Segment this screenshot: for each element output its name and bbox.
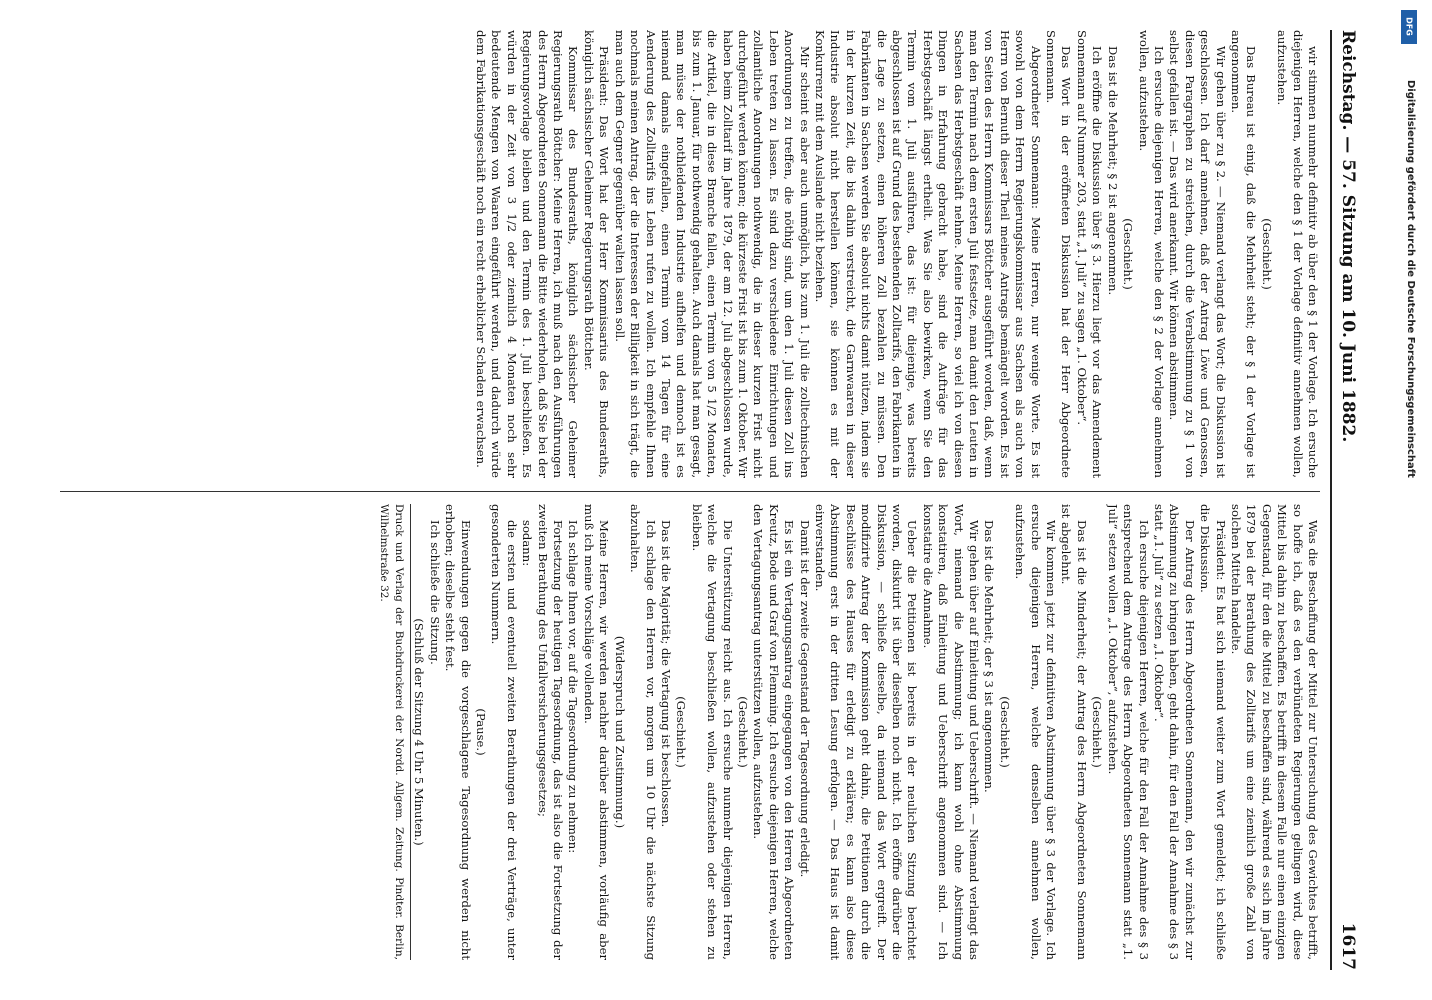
paragraph: Das Bureau ist einig, daß die Mehrheit steht; der § 1 der Vorlage ist angenommen. [1228,30,1259,478]
paragraph: wir stimmen nunmehr definitiv ab über den § 1 der Vorlage. Ich ersuche diejenigen Herren, welche den § 1 der Vorlage definitiv annehmen wollen, aufzustehen. [1275,30,1320,478]
paragraph: Wir kommen jetzt zur definitiven Abstimmung über § 3 der Vorlage. Ich ersuche diejenigen Herren, welche denselben annehmen wollen, aufzustehen. [1013,504,1059,960]
paragraph: Ich eröffne die Diskussion über § 3. Hierzu liegt vor das Amendement Sonnemann auf Nummer 203, statt „1. Juli“ zu sagen „1. Oktober“. [1074,30,1105,478]
paragraph: Die Unterstützung reicht aus. Ich ersuche nunmehr diejenigen Herren, welche die Vertagung beschließen wollen, aufzustehen oder stehen zu bleiben. [689,504,735,960]
paragraph: Mir scheint es aber auch unmöglich, bis zum 1. Juli die zolltechnischen Anordnungen zu treffen, die nöthig sind, um den 1. Juli diesen Zoll ins Leben treten zu lassen. Es sind dazu verschiedene Einrichtungen und zollamtliche Anordnungen nothwendig, die in dieser kurzen Frist nicht durchgeführt werden können; die kürzeste Frist ist bis zum 1. Oktober. Wir haben beim Zolltarif im Jahre 1879, der am 12. Juli abgeschlossen wurde, die Artikel, die in diese Branche fallen, einen Termin von 5 1/2 Monaten, bis zum 1. Januar, für nothwendig gehalten. Auch damals hat man gesagt, man müsse der nothleidenden Industrie aufhelfen und dennoch ist es niemand damals eingefallen, einen Termin vom 14 Tagen für eine Aenderung des Zolltarifs ins Leben rufen zu wollen. Ich empfehle Ihnen nochmals meinen Antrag, der die Interessen der Billigkeit in sich trägt, die man auch dem Gegner gegenüber walten lassen soll. [612,30,812,478]
imprint: Druck und Verlag der Buchdruckerei der Nordd. Allgem. Zeitung. Pindter. Berlin, Wilhelmstraße 32. [375,504,411,960]
paragraph: Es ist ein Vertagungsantrag eingegangen von den Herren Abgeordneten Kreutz, Bode und Graf von Flemming. Ich ersuche diejenigen Herren, welche den Vertagungsantrag unterstützen wollen, aufzustehen. [751,504,797,960]
paragraph: die ersten und eventuell zweiten Berathungen der drei Verträge, unter gesonderten Nummern. [489,504,519,960]
paragraph: Einwendungen gegen die vorgeschlagene Tagesordnung werden nicht erhoben; dieselbe steht fest. [443,504,473,960]
paragraph: Das Wort in der eröffneten Diskussion hat der Herr Abgeordnete Sonnemann. [1044,30,1074,478]
paragraph: (Geschieht.) [1090,696,1105,768]
paragraph: Ueber die Petitionen ist bereits in der neulichen Sitzung berichtet worden, diskutirt ist über dieselben noch nicht. Ich eröffne darüber die Diskussion, — schließe dieselbe, da niemand das Wort ergreift. Der modifizirte Antrag der Kommission geht dahin, die Petitionen durch die Beschlüsse des Hauses für erledigt zu erklären; es kann also diese Abstimmung erst in der dritten Lesung erfolgen. — Das Haus ist damit einverstanden. [813,504,920,960]
paragraph: Präsident: Das Wort hat der Herr Kommissarius des Bundesraths, königlich sächsischer Geheimer Regierungsrath Böttcher. [581,30,612,478]
paragraph: sodann: [520,520,535,567]
paragraph: Ich schlage den Herren vor, morgen um 10 Uhr die nächste Sitzung abzuhalten. [628,504,658,960]
paragraph: Fortsetzung der heutigen Tagesordnung, das ist also die Fortsetzung der zweiten Berathung des Unfallversicherungsgesetzes; [535,504,566,960]
paragraph: Damit ist der zweite Gegenstand der Tagesordnung erledigt. [797,520,812,878]
page-number: 1617 [1338,922,1358,970]
paragraph: Das ist die Majorität; die Vertagung ist beschlossen. [658,520,673,828]
paragraph: Kommissar des Bundesraths, königlich sächsischer Geheimer Regierungsrath Böttcher: Meine Herren, ich muß nach den Ausführungen des Herrn Abgeordneten Sonnemann die Bitte wiederholen, daß Sie bei der Regierungsvorlage bleiben und den Termin des 1. Juli beschließen. Es würden in der Zeit von 3 1/2 oder ziemlich 4 Monaten noch sehr bedeutende Mengen von Waaren eingeführt werden, und dadurch würde dem Fabrikationsgeschäft noch ein recht erheblicher Schaden erwachsen. [474,30,581,478]
paragraph: Ich ersuche diejenigen Herren, welche den § 2 der Vorlage annehmen wollen, aufzustehen. [1136,30,1166,478]
paragraph: Abgeordneter Sonnemann: Meine Herren, nur wenige Worte. Es ist sowohl von dem Herrn Regierungskommissar aus Sachsen als auch von Herrn von Bernuth dieser Theil meines Antrags bemängelt worden. Es ist von Seiten des Herrn Kommissars Böttcher ausgeführt worden, daß, wenn man den Termin nach dem ersten Juli festsetze, man damit den Leuten in Sachsen das Herbstgeschäft nehme. Meine Herren, so viel ich von diesen Dingen in Erfahrung gebracht habe, sind die Aufträge für das Herbstgeschäft längst ertheilt. Was Sie also bewirken, wenn Sie den Termin vom 1. Juli ausführen, das ist: für diejenige, was bereits abgeschlossen ist auf Grund des bestehenden Zolltarifs, den Fabrikanten in die Lage zu setzen, einen höheren Zoll bezahlen zu müssen. Den Fabrikanten in Sachsen werden Sie absolut nichts damit nützen, indem sie in der kurzen Zeit, die bis dahin verstreicht, die Garnwaaren in dieser Industrie absolut nicht herstellen können, sie können es mit der Konkurrenz mit dem Auslande nicht beziehen. [813,30,1043,478]
paragraph: Präsident: Es hat sich niemand weiter zum Wort gemeldet; ich schließe die Diskussion. [1198,504,1228,960]
paragraph: (Pause.) [474,708,489,756]
paragraph: (Schluß der Sitzung 4 Uhr 5 Minuten.) [412,618,427,846]
paragraph: Wir gehen über auf Einleitung und Ueberschrift. — Niemand verlangt das Wort, niemand die Abstimmung; ich kann wohl ohne Abstimmung konstatiren, daß Einleitung und Ueberschrift angenommen sind. — Ich konstatire die Annahme. [920,504,982,960]
paragraph: (Geschieht.) [1259,218,1274,290]
paragraph: Ich schlage Ihnen vor, auf die Tagesordnung zu nehmen: [566,520,581,854]
paragraph: Was die Beschaffung der Mittel zur Untersuchung des Gewichtes betrifft, so hoffe ich, daß es den verbündeten Regierungen gelingen wird, diese Mittel bis dahin zu beschaffen. Es betrifft in diesem Falle nur einen einzigen Gegenstand, für den die Mittel zu beschaffen sind, während es sich im Jahre 1879 bei der Berathung des Zolltarifs um eine ziemlich große Zahl von solchen Mitteln handelte. [1228,504,1320,960]
text-column-left [60,30,1320,478]
text-column-right [60,504,1320,960]
paragraph: (Geschieht.) [997,696,1012,768]
dfg-sidebar [1400,17,1420,980]
newspaper-sheet [50,0,1380,1000]
paragraph: Wir gehen über zu § 2. — Niemand verlangt das Wort; die Diskussion ist geschlossen. Ich darf annehmen, daß der Antrag Löwe und Genossen, diesen Paragraphen zu streichen, durch die Verabstimmung zu § 1 von selbst gefallen ist. — Das wird anerkannt. Wir können abstimmen. [1167,30,1228,478]
paragraph: Das ist die Minderheit; der Antrag des Herrn Abgeordneten Sonnemann ist abgelehnt. [1059,504,1089,960]
paragraph: (Geschieht.) [735,696,750,768]
paragraph: Ich schließe die Sitzung. [427,520,442,665]
paragraph: Das ist die Mehrheit; der § 3 ist angenommen. [982,520,997,793]
dfg-credit: Digitalisierung gefördert durch die Deutsche Forschungsgemeinschaft [1405,80,1416,478]
paragraph: Der Antrag des Herrn Abgeordneten Sonnemann, den wir zunächst zur Abstimmung zu bringen haben, geht dahin, für den Fall der Annahme des § 3 statt „1. Juli“ zu setzen „1. Oktober“. [1151,504,1197,960]
column-divider [60,491,1320,492]
paragraph: Ich ersuche diejenigen Herren, welche für den Fall der Annahme des § 3 entsprechend dem Antrage des Herrn Abgeordneten Sonnemann statt „1. Juli“ setzen wollen „1. Oktober“, aufzustehen. [1105,504,1151,960]
paragraph: (Widerspruch und Zustimmung.) [612,635,627,829]
header-title: Reichstag. — 57. Sitzung am 10. Juni 1882. [1338,30,1358,443]
paragraph: Das ist die Mehrheit; § 2 ist angenommen. [1105,46,1120,296]
paragraph: Meine Herren, wir werden nachher darüber abstimmen, vorläufig aber muß ich meine Vorschläge vollenden. [581,504,612,960]
paragraph: (Geschieht.) [674,696,689,768]
dfg-logo-icon: DFG [1401,10,1417,44]
page-header [1330,30,1362,970]
paragraph: (Geschieht.) [1121,218,1136,290]
